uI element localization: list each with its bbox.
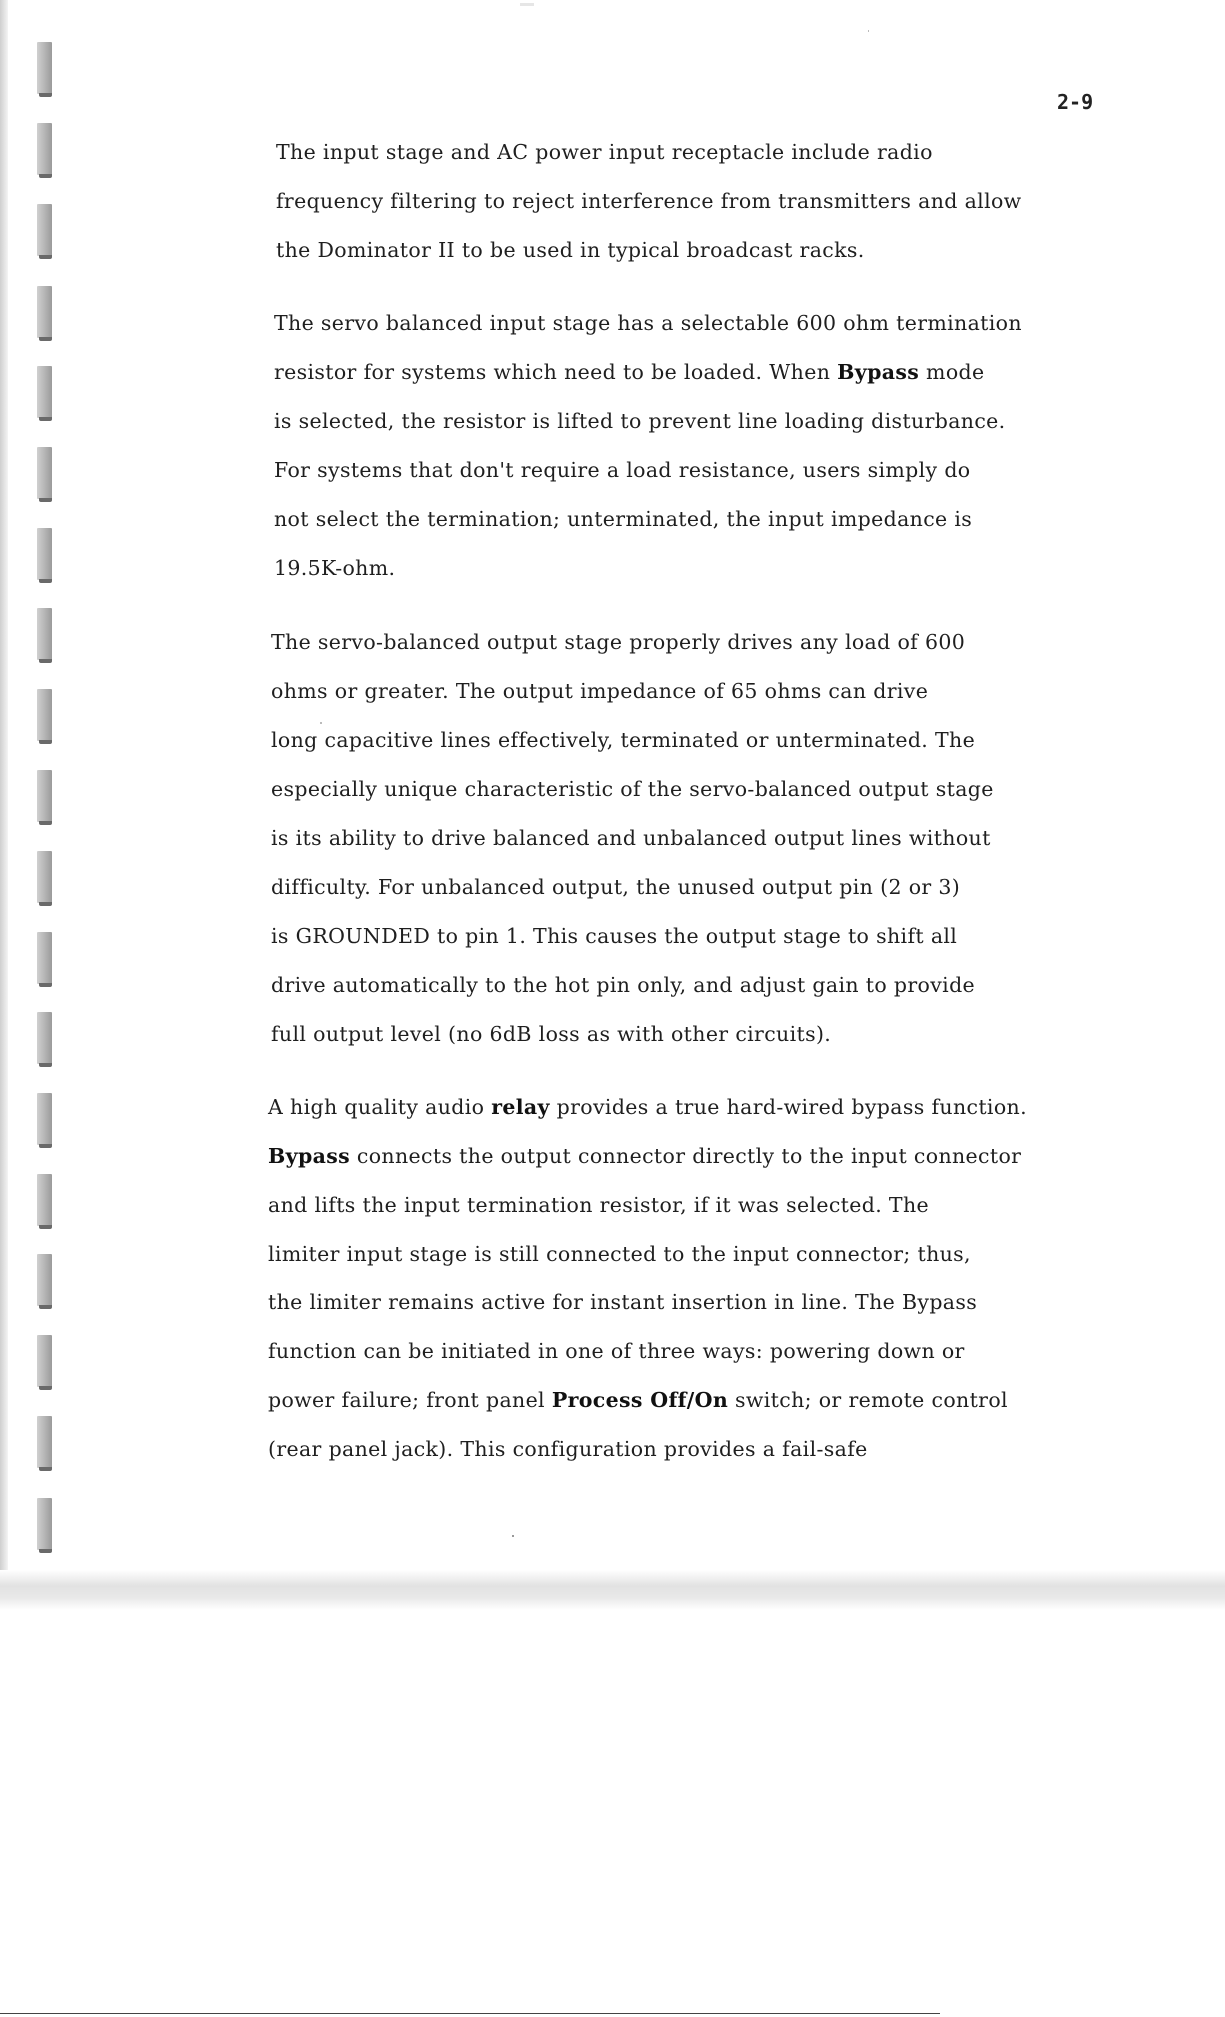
text-line	[276, 142, 933, 163]
binding-hole	[37, 1012, 52, 1064]
text-line	[274, 313, 1022, 334]
text-line	[268, 1146, 1021, 1167]
text-run: A high quality audio	[268, 1095, 492, 1119]
text-run: connects the output connector directly to the input connector	[350, 1144, 1022, 1168]
binding-hole	[37, 1498, 52, 1550]
binding-hole	[37, 1174, 52, 1226]
text-line	[274, 558, 395, 579]
text-run: The servo-balanced output stage properly drives any load of 600	[271, 630, 966, 654]
text-run: difficulty. For unbalanced output, the unused output pin (2 or 3)	[271, 875, 961, 899]
text-run: mode	[919, 360, 985, 384]
text-line	[268, 1195, 929, 1216]
text-line	[271, 730, 975, 751]
text-line	[276, 191, 1022, 212]
text-run: 19.5K-ohm.	[274, 556, 396, 580]
binding-hole	[37, 608, 52, 660]
binding-hole	[37, 689, 52, 741]
binding-hole	[37, 366, 52, 418]
text-line	[268, 1292, 977, 1313]
binding-hole	[37, 932, 52, 984]
text-run: resistor for systems which need to be loaded. When	[274, 360, 838, 384]
text-line	[271, 779, 994, 800]
text-line	[274, 411, 1006, 432]
page-left-edge-shadow	[0, 0, 8, 1588]
binding-hole	[37, 1093, 52, 1145]
text-line	[274, 362, 984, 383]
text-line	[271, 1024, 831, 1045]
text-run: The servo balanced input stage has a selectable 600 ohm termination	[274, 311, 1022, 335]
text-run: the limiter remains active for instant insertion in line. The Bypass	[268, 1290, 978, 1314]
binding-hole	[37, 286, 52, 338]
binding-hole	[37, 123, 52, 175]
text-run: ohms or greater. The output impedance of 65 ohms can drive	[271, 679, 929, 703]
page-number: 2-9	[1057, 90, 1094, 114]
bold-term: Bypass	[268, 1144, 351, 1168]
text-run: limiter input stage is still connected to the input connector; thus,	[268, 1242, 971, 1266]
binding-hole	[37, 42, 52, 94]
text-run: For systems that don't require a load resistance, users simply do	[274, 458, 971, 482]
text-run: drive automatically to the hot pin only, and adjust gain to provide	[271, 973, 976, 997]
text-line	[271, 926, 957, 947]
page-bottom-edge-shadow	[0, 1570, 1225, 1610]
text-run: function can be initiated in one of three ways: powering down or	[268, 1339, 965, 1363]
text-line	[271, 632, 965, 653]
binding-hole	[37, 1416, 52, 1468]
text-line	[274, 509, 972, 530]
text-line	[271, 681, 928, 702]
scan-speck	[520, 3, 534, 6]
text-run: (rear panel jack). This configuration provides a fail-safe	[268, 1437, 868, 1461]
binding-hole	[37, 1335, 52, 1387]
text-line	[271, 828, 991, 849]
text-line	[274, 460, 971, 481]
binding-hole	[37, 528, 52, 580]
text-line	[268, 1097, 1027, 1118]
text-run: is its ability to drive balanced and unbalanced output lines without	[271, 826, 991, 850]
scan-bottom-edge-line	[0, 2013, 940, 2014]
text-run: not select the termination; unterminated, the input impedance is	[274, 507, 973, 531]
text-line	[268, 1439, 868, 1460]
text-line	[271, 877, 960, 898]
text-line	[268, 1390, 1008, 1411]
text-line	[276, 240, 865, 261]
text-run: and lifts the input termination resistor, if it was selected. The	[268, 1193, 929, 1217]
text-run: power failure; front panel	[268, 1388, 552, 1412]
scan-speck	[512, 1535, 514, 1537]
binding-hole	[37, 851, 52, 903]
text-run: The input stage and AC power input receptacle include radio	[276, 140, 933, 164]
text-line	[268, 1341, 965, 1362]
binding-hole	[37, 204, 52, 256]
text-run: is GROUNDED to pin 1. This causes the output stage to shift all	[271, 924, 958, 948]
text-run: the Dominator II to be used in typical broadcast racks.	[276, 238, 865, 262]
text-run: is selected, the resistor is lifted to prevent line loading disturbance.	[274, 409, 1006, 433]
binding-hole	[37, 447, 52, 499]
text-run: especially unique characteristic of the servo-balanced output stage	[271, 777, 994, 801]
text-run: full output level (no 6dB loss as with other circuits).	[271, 1022, 832, 1046]
binding-hole	[37, 1254, 52, 1306]
bold-term: Bypass	[837, 360, 920, 384]
binding-hole	[37, 770, 52, 822]
text-run: long capacitive lines effectively, terminated or unterminated. The	[271, 728, 976, 752]
text-line	[271, 975, 975, 996]
bold-term: Process Off/On	[551, 1388, 729, 1412]
scan-speck	[868, 30, 869, 32]
text-line	[268, 1244, 971, 1265]
text-run: frequency filtering to reject interference from transmitters and allow	[276, 189, 1022, 213]
scan-speck	[320, 722, 322, 724]
text-run: provides a true hard-wired bypass function.	[549, 1095, 1027, 1119]
bold-term: relay	[491, 1095, 550, 1119]
text-run: switch; or remote control	[728, 1388, 1008, 1412]
